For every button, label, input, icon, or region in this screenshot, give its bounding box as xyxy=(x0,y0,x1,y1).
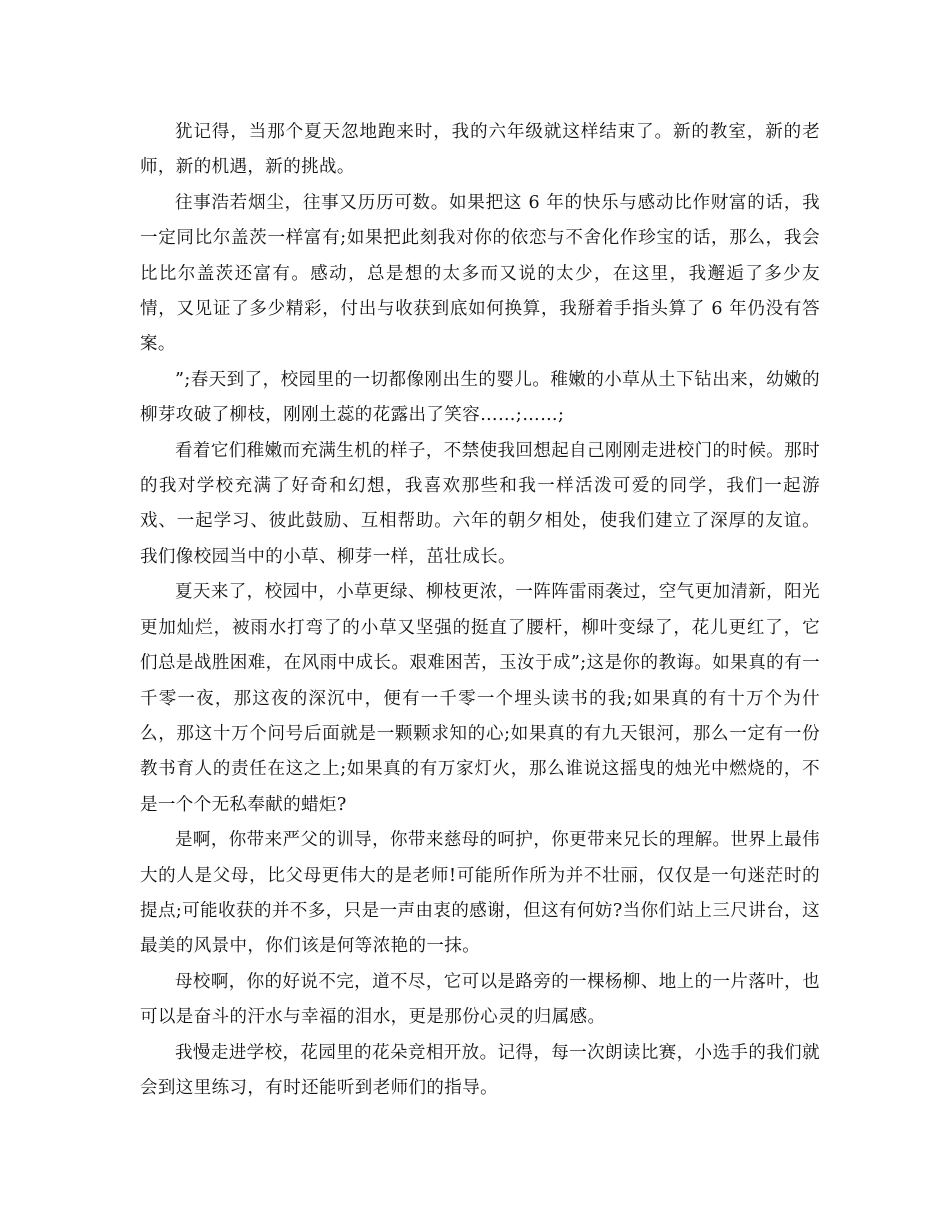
paragraph: 我慢走进学校，花园里的花朵竞相开放。记得，每一次朗读比赛，小选手的我们就会到这里练习，有时还能听到老师们的指导。 xyxy=(140,1042,820,1098)
paragraph: ”;春天到了，校园里的一切都像刚出生的婴儿。稚嫩的小草从土下钻出来，幼嫩的柳芽攻破了柳枝，刚刚土蕊的花露出了笑容……;……; xyxy=(140,369,820,426)
paragraph: 看着它们稚嫩而充满生机的样子，不禁使我回想起自己刚刚走进校门的时候。那时的我对学校充满了好奇和幻想，我喜欢那些和我一样活泼可爱的同学，我们一起游戏、一起学习、彼此鼓励、互相帮助。六年的朝夕相处，使我们建立了深厚的友谊。我们像校园当中的小草、柳芽一样，茁壮成长。 xyxy=(140,440,820,567)
paragraph: 夏天来了，校园中，小草更绿、柳枝更浓，一阵阵雷雨袭过，空气更加清新，阳光更加灿烂，被雨水打弯了的小草又坚强的挺直了腰杆，柳叶变绿了，花儿更红了，它们总是战胜困难，在风雨中成长。艰难困苦，玉汝于成”;这是你的教诲。如果真的有一千零一夜，那这夜的深沉中，便有一千零一个埋头读书的我;如果真的有十万个为什么，那这十万个问号后面就是一颗颗求知的心;如果真的有九天银河，那么一定有一份教书育人的责任在这之上;如果真的有万家灯火，那么谁说这摇曳的烛光中燃烧的，不是一个个无私奉献的蜡炬? xyxy=(140,582,820,815)
paragraph: 母校啊，你的好说不完，道不尽，它可以是路旁的一棵杨柳、地上的一片落叶，也可以是奋斗的汗水与幸福的泪水，更是那份心灵的归属感。 xyxy=(140,971,820,1028)
paragraph: 犹记得，当那个夏天忽地跑来时，我的六年级就这样结束了。新的教室，新的老师，新的机遇，新的挑战。 xyxy=(140,122,820,178)
paragraph: 往事浩若烟尘，往事又历历可数。如果把这 6 年的快乐与感动比作财富的话，我一定同比尔盖茨一样富有;如果把此刻我对你的依恋与不舍化作珍宝的话，那么，我会比比尔盖茨还富有。感动，总是想的太多而又说的太少，在这里，我邂逅了多少友情，又见证了多少精彩，付出与收获到底如何换算，我掰着手指头算了 6 年仍没有答案。 xyxy=(140,192,820,355)
paragraph: 是啊，你带来严父的训导，你带来慈母的呵护，你更带来兄长的理解。世界上最伟大的人是父母，比父母更伟大的是老师!可能所作所为并不壮丽，仅仅是一句迷茫时的提点;可能收获的并不多，只是一声由衷的感谢，但这有何妨?当你们站上三尺讲台，这最美的风景中，你们该是何等浓艳的一抹。 xyxy=(140,830,820,957)
